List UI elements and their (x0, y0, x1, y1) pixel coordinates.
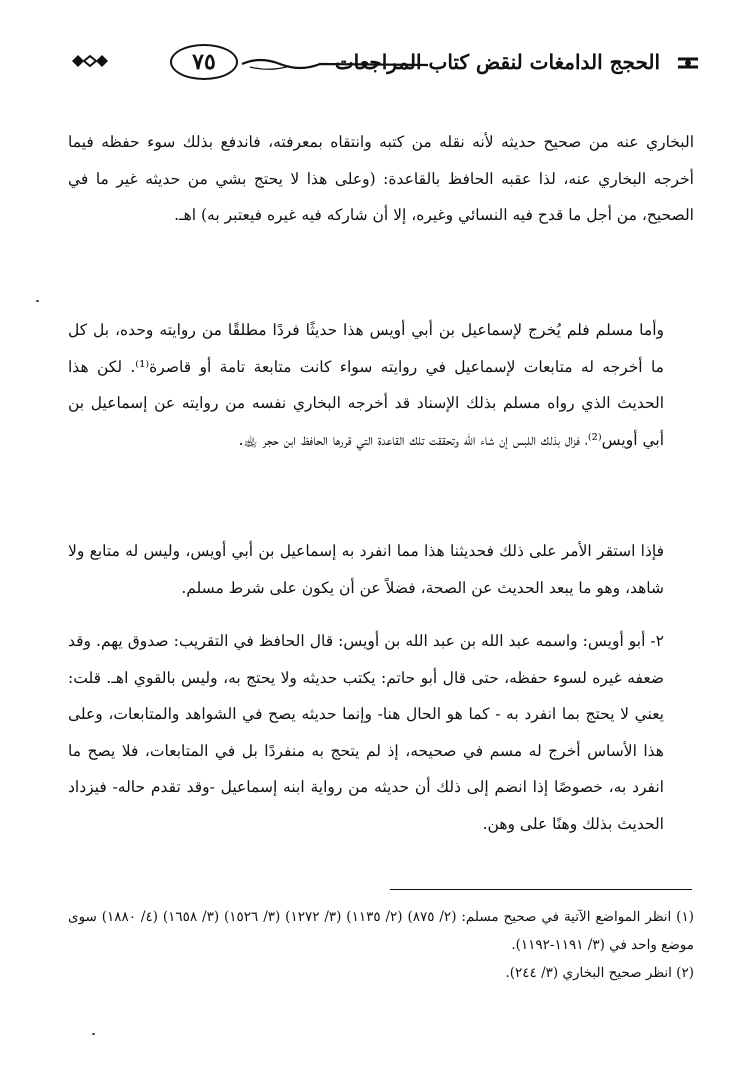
book-title: الحجج الدامغات لنقض كتاب المراجعات (334, 50, 660, 74)
paragraph (68, 623, 694, 842)
footnote-separator (390, 889, 692, 890)
page-number: ٧٥ (170, 44, 238, 80)
footnotes (68, 903, 694, 987)
paragraph (68, 124, 694, 234)
paragraph (68, 533, 694, 606)
paragraph-text: ٢- أبو أويس: واسمه عبد الله بن عبد الله بن أويس: قال الحافظ في التقريب: صدوق يهم. وقد ضعفه غيره لسوء حفظه، حتى قال أبو حاتم: يكتب حديثه ولا يحتج به، وليس بالقوي اهـ. قلت: يعني لا يحتج بما انفرد به - كما هو الحال هنا- وإنما حديثه يصح في الشواهد والمتابعات، وعلى هذا الأساس أخرج له مسم في صحيحه، إذ لم يتحج به منفردًا بل في المتابعات، فلا يصح ما انفرد به، خصوصًا إذا انضم إلى ذلك أن حديثه من رواية ابنه إسماعيل -وقد تقدم حاله- فيزداد الحديث بذلك وهنًا على وهن. (68, 632, 664, 833)
footnote: (١) انظر المواضع الآتية في صحيح مسلم: (٢/ ٨٧٥) (٢/ ١١٣٥) (٣/ ١٢٧٢) (٣/ ١٥٢٦) (٣/ ١٦٥٨) (٤/ ١٨٨٠) سوى موضع واحد في (٣/ ١١٩١-١١٩٢). (68, 909, 694, 953)
ornament-icon (70, 52, 110, 70)
footnote: (٢) انظر صحيح البخاري (٣/ ٢٤٤). (505, 965, 694, 981)
page-header (60, 40, 700, 90)
ornament-icon (676, 54, 700, 72)
paragraph-text: البخاري عنه من صحيح حديثه لأنه نقله من كتبه وانتقاه بمعرفته، فاندفع بذلك سوء حفظه فيما أخرجه البخاري عنه، لذا عقبه الحافظ بالقاعدة: (وعلى هذا لا يحتج بشي من حديثه غير ما في الصحيح، من أجل ما قدح فيه النسائي وغيره، إلا أن شاركه فيه غيره فيعتبر به) اهـ. (68, 133, 695, 224)
paragraph (68, 312, 694, 458)
paragraph-text: فإذا استقر الأمر على ذلك فحديثنا هذا مما انفرد به إسماعيل بن أبي أويس، وليس له متابع ولا شاهد، وهو ما يبعد الحديث عن الصحة، فضلاً عن أن يكون على شرط مسلم. (68, 542, 664, 597)
paragraph-text: وأما مسلم فلم يُخرج لإسماعيل بن أبي أويس هذا حديثًا فردًا مطلقًا من روايته وحده، بل كل ما أخرجه له متابعات لإسماعيل في روايته سواء كانت متابعة تامة أو قاصرة⁽¹⁾. لكن هذا الحديث الذي رواه مسلم بذلك الإسناد قد أخرجه البخاري نفسه من روايته عن إسماعيل بن أبي أويس⁽²⁾، فزال بذلك اللبس إن شاء الله وتحققت تلك القاعدة التي قررها الحافظ ابن حجر ﵀. (68, 321, 664, 449)
